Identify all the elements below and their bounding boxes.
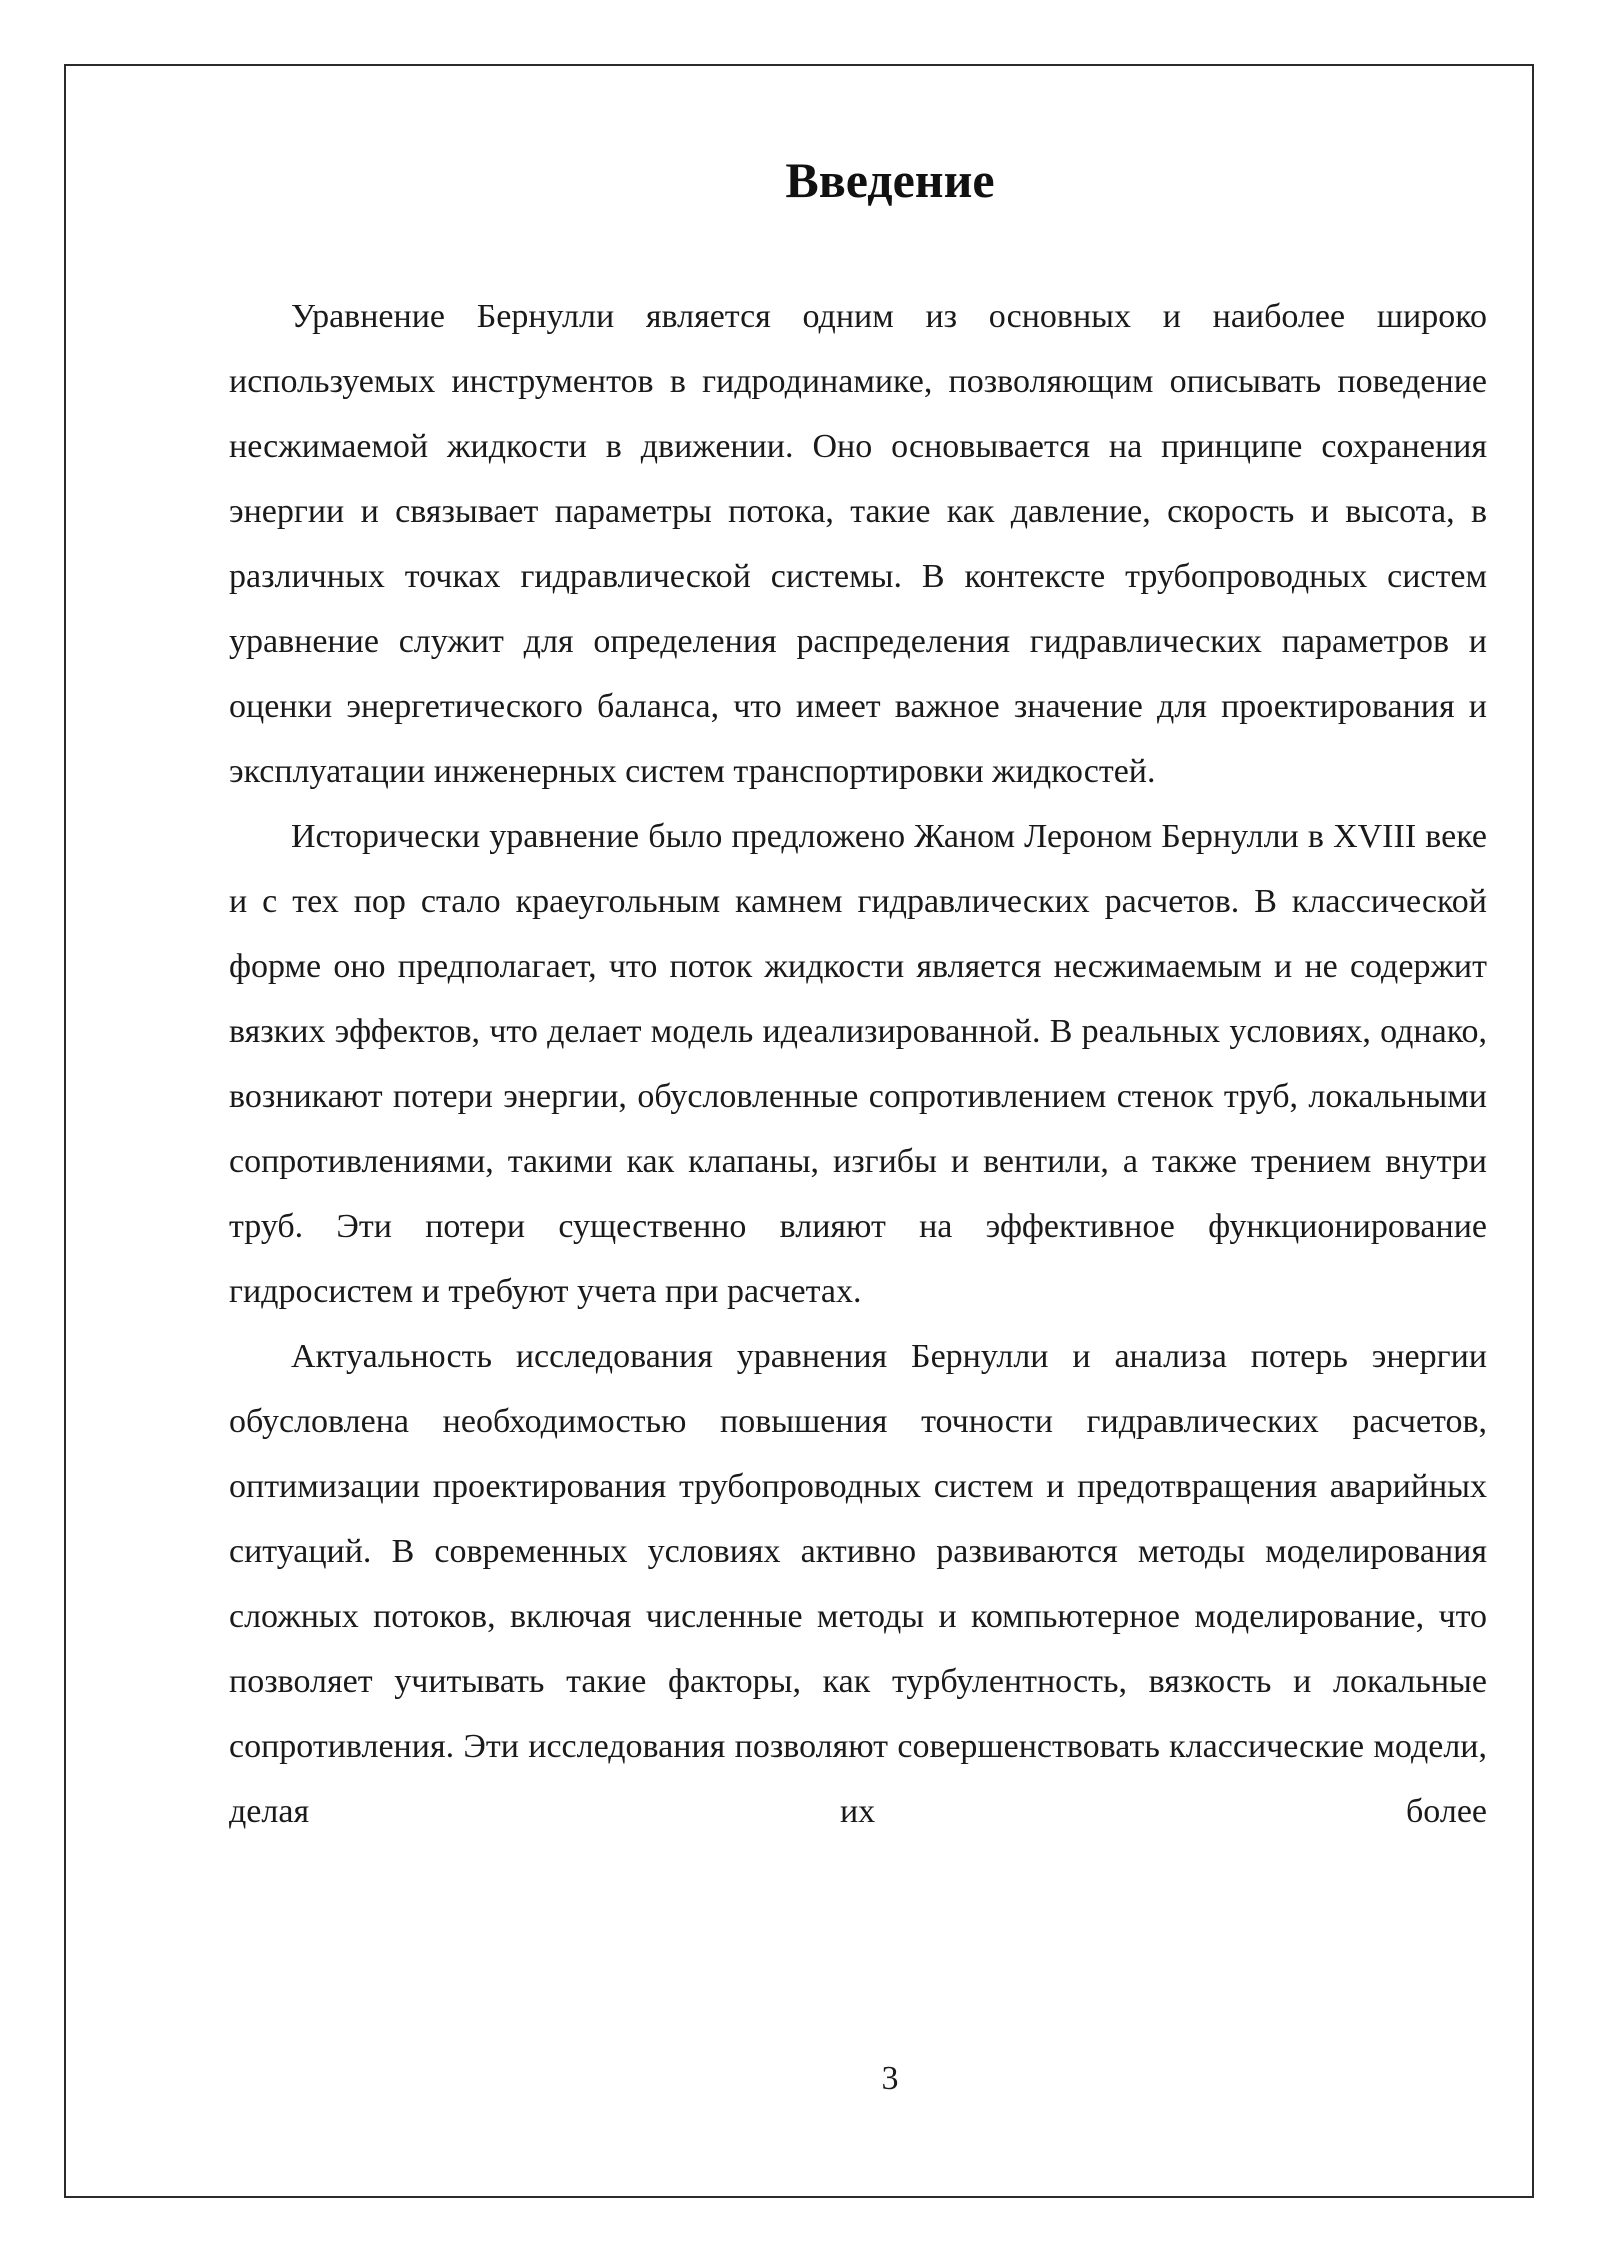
paragraph-1: Уравнение Бернулли является одним из основных и наиболее широко используемых инструментов в гидродинамике, позволяющим описывать поведение несжимаемой жидкости в движении. Оно основывается на принципе сохранения энергии и связывает параметры потока, такие как давление, скорость и высота, в различных точках гидравлической системы. В контексте трубопроводных систем уравнение служит для определения распределения гидравлических параметров и оценки энергетического баланса, что имеет важное значение для проектирования и эксплуатации инженерных систем транспортировки жидкостей. <box>229 298 1487 790</box>
paragraph-3: Актуальность исследования уравнения Бернулли и анализа потерь энергии обусловлена необходимостью повышения точности гидравлических расчетов, оптимизации проектирования трубопроводных систем и предотвращения аварийных ситуаций. В современных условиях активно развиваются методы моделирования сложных потоков, включая численные методы и компьютерное моделирование, что позволяет учитывать такие факторы, как турбулентность, вязкость и локальные сопротивления. Эти исследования позволяют совершенствовать классические модели, делая их более <box>229 1338 1487 1830</box>
page-number: 3 <box>881 2060 899 2097</box>
paragraph-2: Исторически уравнение было предложено Жаном Лероном Бернулли в XVIII веке и с тех пор стало краеугольным камнем гидравлических расчетов. В классической форме оно предполагает, что поток жидкости является несжимаемым и не содержит вязких эффектов, что делает модель идеализированной. В реальных условиях, однако, возникают потери энергии, обусловленные сопротивлением стенок труб, локальными сопротивлениями, такими как клапаны, изгибы и вентили, а также трением внутри труб. Эти потери существенно влияют на эффективное функционирование гидросистем и требуют учета при расчетах. <box>229 818 1487 1310</box>
page-title: Введение <box>785 152 995 208</box>
document-body <box>229 284 1487 1844</box>
